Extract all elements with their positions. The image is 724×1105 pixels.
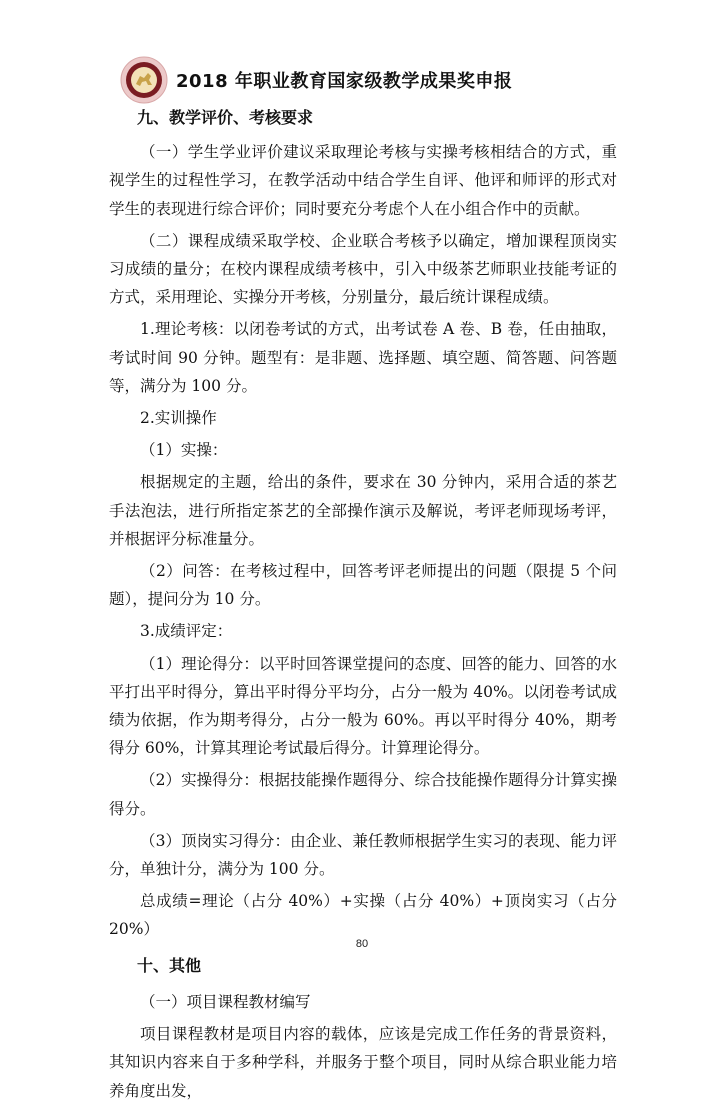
paragraph: （3）顶岗实习得分：由企业、兼任教师根据学生实习的表现、能力评分，单独计分，满分为 100 分。 bbox=[109, 831, 617, 879]
paragraph: （2）实操得分：根据技能操作题得分、综合技能操作题得分计算实操得分。 bbox=[109, 771, 617, 818]
section-heading-other: 十、其他 bbox=[137, 955, 202, 975]
paragraph: 根据规定的主题，给出的条件，要求在 30 分钟内，采用合适的茶艺手法泡法，进行所指定茶艺的全部操作演示及解说，考评老师现场考评，并根据评分标准量分。 bbox=[109, 473, 617, 548]
paragraph: 2.实训操作 bbox=[140, 409, 217, 428]
paragraph: （2）问答：在考核过程中，回答考评老师提出的问题（限提 5 个问题），提问分为 10 分。 bbox=[109, 562, 617, 609]
page-number: 80 bbox=[355, 938, 369, 950]
paragraph: 项目课程教材是项目内容的载体，应该是完成工作任务的背景资料，其知识内容来自于多种学科，并服务于整个项目，同时从综合职业能力培养角度出发， bbox=[109, 1025, 617, 1100]
award-emblem-icon bbox=[120, 56, 168, 104]
document-title: 2018 年职业教育国家级教学成果奖申报 bbox=[176, 71, 513, 92]
paragraph: 1.理论考核：以闭卷考试的方式，出考试卷 A 卷、B 卷，任由抽取，考试时间 90 分钟。题型有：是非题、选择题、填空题、简答题、问答题等，满分为 100 分。 bbox=[109, 320, 617, 395]
paragraph: （1）理论得分：以平时回答课堂提问的态度、回答的能力、回答的水平打出平时得分，算出平时得分平均分，占分一般为 40%。以闭卷考试成绩为依据，作为期考得分，占分一般为 60%。再以平时得分 40%，期考得分 60%，计算其理论考试最后得分。计算理论得分。 bbox=[109, 654, 617, 758]
paragraph: 3.成绩评定： bbox=[140, 622, 233, 641]
total-score-formula: 总成绩=理论（占分 40%）+实操（占分 40%）+顶岗实习（占分 20%） bbox=[109, 892, 617, 939]
section-heading-evaluation: 九、教学评价、考核要求 bbox=[137, 108, 314, 127]
document-body bbox=[109, 104, 617, 1105]
paragraph: （一）学生学业评价建议采取理论考核与实操考核相结合的方式，重视学生的过程性学习，在教学活动中结合学生自评、他评和师评的形式对学生的表现进行综合评价；同时要充分考虑个人在小组合作中的贡献。 bbox=[109, 143, 617, 218]
paragraph: （二）课程成绩采取学校、企业联合考核予以确定，增加课程顶岗实习成绩的量分；在校内课程成绩考核中，引入中级茶艺师职业技能考证的方式，采用理论、实操分开考核，分别量分，最后统计课程成绩。 bbox=[109, 231, 617, 307]
document-header bbox=[120, 52, 512, 108]
paragraph: （1）实操： bbox=[140, 441, 228, 460]
subsection-title: （一）项目课程教材编写 bbox=[140, 992, 311, 1011]
